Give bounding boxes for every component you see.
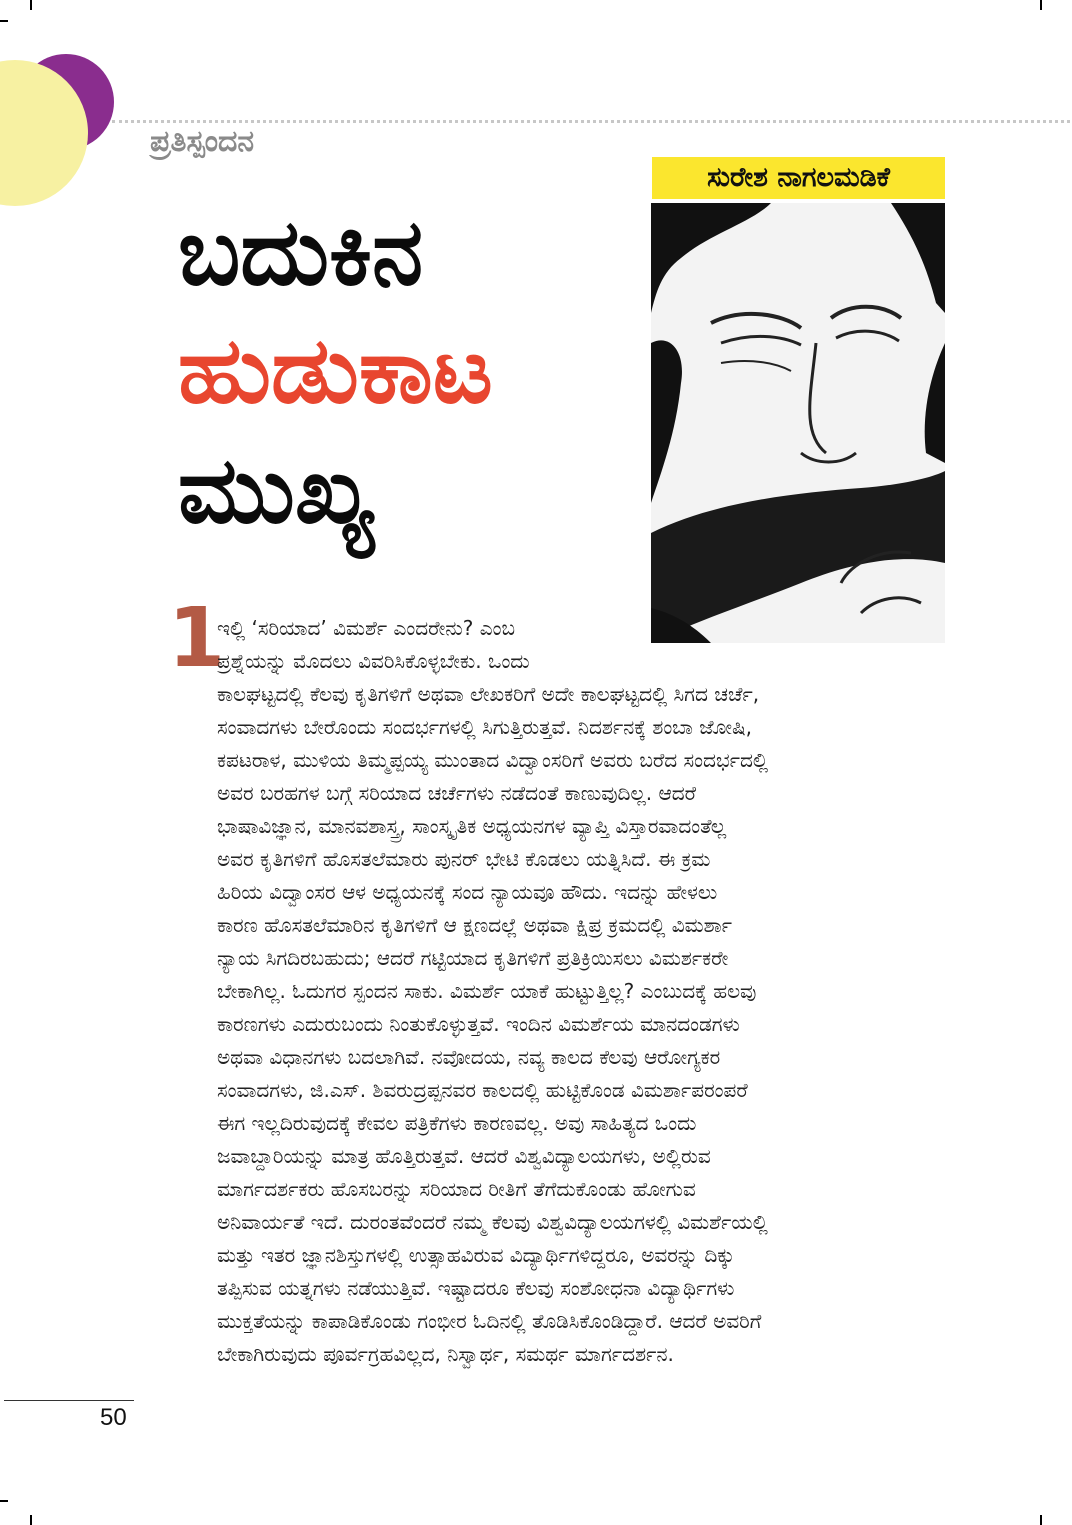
page-number: 50 [100,1404,127,1431]
title-line-3: ಮುಖ್ಯ [178,437,375,544]
title-line-1: ಬದುಕಿನ [178,199,424,306]
article-line: ಈಗ ಇಲ್ಲದಿರುವುದಕ್ಕೆ ಕೇವಲ ಪತ್ರಿಕೆಗಳು ಕಾರಣವಲ್ಲ. ಅವು ಸಾಹಿತ್ಯದ ಒಂದು [217,1111,697,1135]
crop-mark [1040,1515,1042,1525]
crop-mark [1040,0,1042,10]
article-line: ನ್ಯಾಯ ಸಿಗದಿರಬಹುದು; ಆದರೆ ಗಟ್ಟಿಯಾದ ಕೃತಿಗಳಿಗೆ ಪ್ರತಿಕ್ರಿಯಿಸಲು ವಿಮರ್ಶಕರೇ [217,946,729,970]
article-line: ಬೇಕಾಗಿರುವುದು ಪೂರ್ವಗ್ರಹವಿಲ್ಲದ, ನಿಸ್ವಾರ್ಥ, ಸಮರ್ಥ ಮಾರ್ಗದರ್ಶನ. [217,1342,674,1366]
article-line: ಹಿರಿಯ ವಿದ್ವಾಂಸರ ಆಳ ಅಧ್ಯಯನಕ್ಕೆ ಸಂದ ನ್ಯಾಯವೂ ಹೌದು. ಇದನ್ನು ಹೇಳಲು [217,880,718,904]
section-label: ಪ್ರತಿಸ್ಪಂದನ [150,124,255,159]
face-drawing-icon [651,203,945,643]
title-line-2: ಹುಡುಕಾಟ [178,317,493,424]
article-line: ಕಾರಣ ಹೊಸತಲೆಮಾರಿನ ಕೃತಿಗಳಿಗೆ ಆ ಕ್ಷಣದಲ್ಲೆ ಅಥವಾ ಕ್ಷಿಪ್ರ ಕ್ರಮದಲ್ಲಿ ವಿಮರ್ಶಾ [217,913,733,937]
article-line: ಅನಿವಾರ್ಯತೆ ಇದೆ. ದುರಂತವೆಂದರೆ ನಮ್ಮ ಕೆಲವು ವಿಶ್ವವಿದ್ಯಾಲಯಗಳಲ್ಲಿ ವಿಮರ್ಶೆಯಲ್ಲಿ [217,1210,768,1234]
article-line: ಬೇಕಾಗಿಲ್ಲ. ಓದುಗರ ಸ್ಪಂದನ ಸಾಕು. ವಿಮರ್ಶೆ ಯಾಕೆ ಹುಟ್ಟುತ್ತಿಲ್ಲ? ಎಂಬುದಕ್ಕೆ ಹಲವು [217,979,757,1003]
crop-mark [0,1500,8,1502]
author-name: ಸುರೇಶ ನಾಗಲಮಡಿಕೆ [652,157,945,199]
article-line: ಕಪಟರಾಳ, ಮುಳಿಯ ತಿಮ್ಮಪ್ಪಯ್ಯ ಮುಂತಾದ ವಿದ್ವಾಂಸರಿಗೆ ಅವರು ಬರೆದ ಸಂದರ್ಭದಲ್ಲಿ [217,748,769,772]
footer-rule [4,1400,134,1401]
article-line: ಪ್ರಶ್ನೆಯನ್ನು ಮೊದಲು ವಿವರಿಸಿಕೊಳ್ಳಬೇಕು. ಒಂದು [217,649,530,673]
crop-mark [0,20,8,22]
article-line: ಭಾಷಾವಿಜ್ಞಾನ, ಮಾನವಶಾಸ್ತ್ರ, ಸಾಂಸ್ಕೃತಿಕ ಅಧ್ಯಯನಗಳ ವ್ಯಾಪ್ತಿ ವಿಸ್ತಾರವಾದಂತೆಲ್ಲ [217,814,727,838]
article-line: ಮುಕ್ತತೆಯನ್ನು ಕಾಪಾಡಿಕೊಂಡು ಗಂಭೀರ ಓದಿನಲ್ಲಿ ತೊಡಿಸಿಕೊಂಡಿದ್ದಾರೆ. ಆದರೆ ಅವರಿಗೆ [217,1309,762,1333]
article-line: ಸಂವಾದಗಳು ಬೇರೊಂದು ಸಂದರ್ಭಗಳಲ್ಲಿ ಸಿಗುತ್ತಿರುತ್ತವೆ. ನಿದರ್ಶನಕ್ಕೆ ಶಂಬಾ ಜೋಷಿ, [217,715,752,739]
drop-cap: 1 [168,591,226,686]
article-lead [217,612,637,678]
article-line: ಜವಾಬ್ದಾರಿಯನ್ನು ಮಾತ್ರ ಹೊತ್ತಿರುತ್ತವೆ. ಆದರೆ ವಿಶ್ವವಿದ್ಯಾಲಯಗಳು, ಅಲ್ಲಿರುವ [217,1144,711,1168]
article-line: ತಪ್ಪಿಸುವ ಯತ್ನಗಳು ನಡೆಯುತ್ತಿವೆ. ಇಷ್ಟಾದರೂ ಕೆಲವು ಸಂಶೋಧನಾ ವಿದ್ಯಾರ್ಥಿಗಳು [217,1276,735,1300]
crop-mark [30,0,32,10]
article-line: ಅವರ ಬರಹಗಳ ಬಗ್ಗೆ ಸರಿಯಾದ ಚರ್ಚೆಗಳು ನಡೆದಂತೆ ಕಾಣುವುದಿಲ್ಲ. ಆದರೆ [217,781,697,805]
article-line: ಇಲ್ಲಿ ‘ಸರಿಯಾದ’ ವಿಮರ್ಶೆ ಎಂದರೇನು? ಎಂಬ [217,616,515,640]
crop-mark [30,1515,32,1525]
article-line: ಕಾರಣಗಳು ಎದುರುಬಂದು ನಿಂತುಕೊಳ್ಳುತ್ತವೆ. ಇಂದಿನ ವಿಮರ್ಶೆಯ ಮಾನದಂಡಗಳು [217,1012,740,1036]
article-body [217,678,952,1371]
article-line: ಸಂವಾದಗಳು, ಜಿ.ಎಸ್. ಶಿವರುದ್ರಪ್ಪನವರ ಕಾಲದಲ್ಲಿ ಹುಟ್ಟಿಕೊಂಡ ವಿಮರ್ಶಾಪರಂಪರೆ [217,1078,748,1102]
article-line: ಮತ್ತು ಇತರ ಜ್ಞಾನಶಿಸ್ತುಗಳಲ್ಲಿ ಉತ್ಸಾಹವಿರುವ ವಿದ್ಯಾರ್ಥಿಗಳಿದ್ದರೂ, ಅವರನ್ನು ದಿಕ್ಕು [217,1243,735,1267]
header-dotted-rule [112,120,1070,123]
article-line: ಅಥವಾ ವಿಧಾನಗಳು ಬದಲಾಗಿವೆ. ನವೋದಯ, ನವ್ಯ ಕಾಲದ ಕೆಲವು ಆರೋಗ್ಯಕರ [217,1045,721,1069]
article-line: ಮಾರ್ಗದರ್ಶಕರು ಹೊಸಬರನ್ನು ಸರಿಯಾದ ರೀತಿಗೆ ತೆಗೆದುಕೊಂಡು ಹೋಗುವ [217,1177,696,1201]
article-line: ಕಾಲಘಟ್ಟದಲ್ಲಿ ಕೆಲವು ಕೃತಿಗಳಿಗೆ ಅಥವಾ ಲೇಖಕರಿಗೆ ಅದೇ ಕಾಲಘಟ್ಟದಲ್ಲಿ ಸಿಗದ ಚರ್ಚೆ, [217,682,760,706]
article-line: ಅವರ ಕೃತಿಗಳಿಗೆ ಹೊಸತಲೆಮಾರು ಪುನರ್ ಭೇಟಿ ಕೊಡಲು ಯತ್ನಿಸಿದೆ. ಈ ಕ್ರಮ [217,847,711,871]
